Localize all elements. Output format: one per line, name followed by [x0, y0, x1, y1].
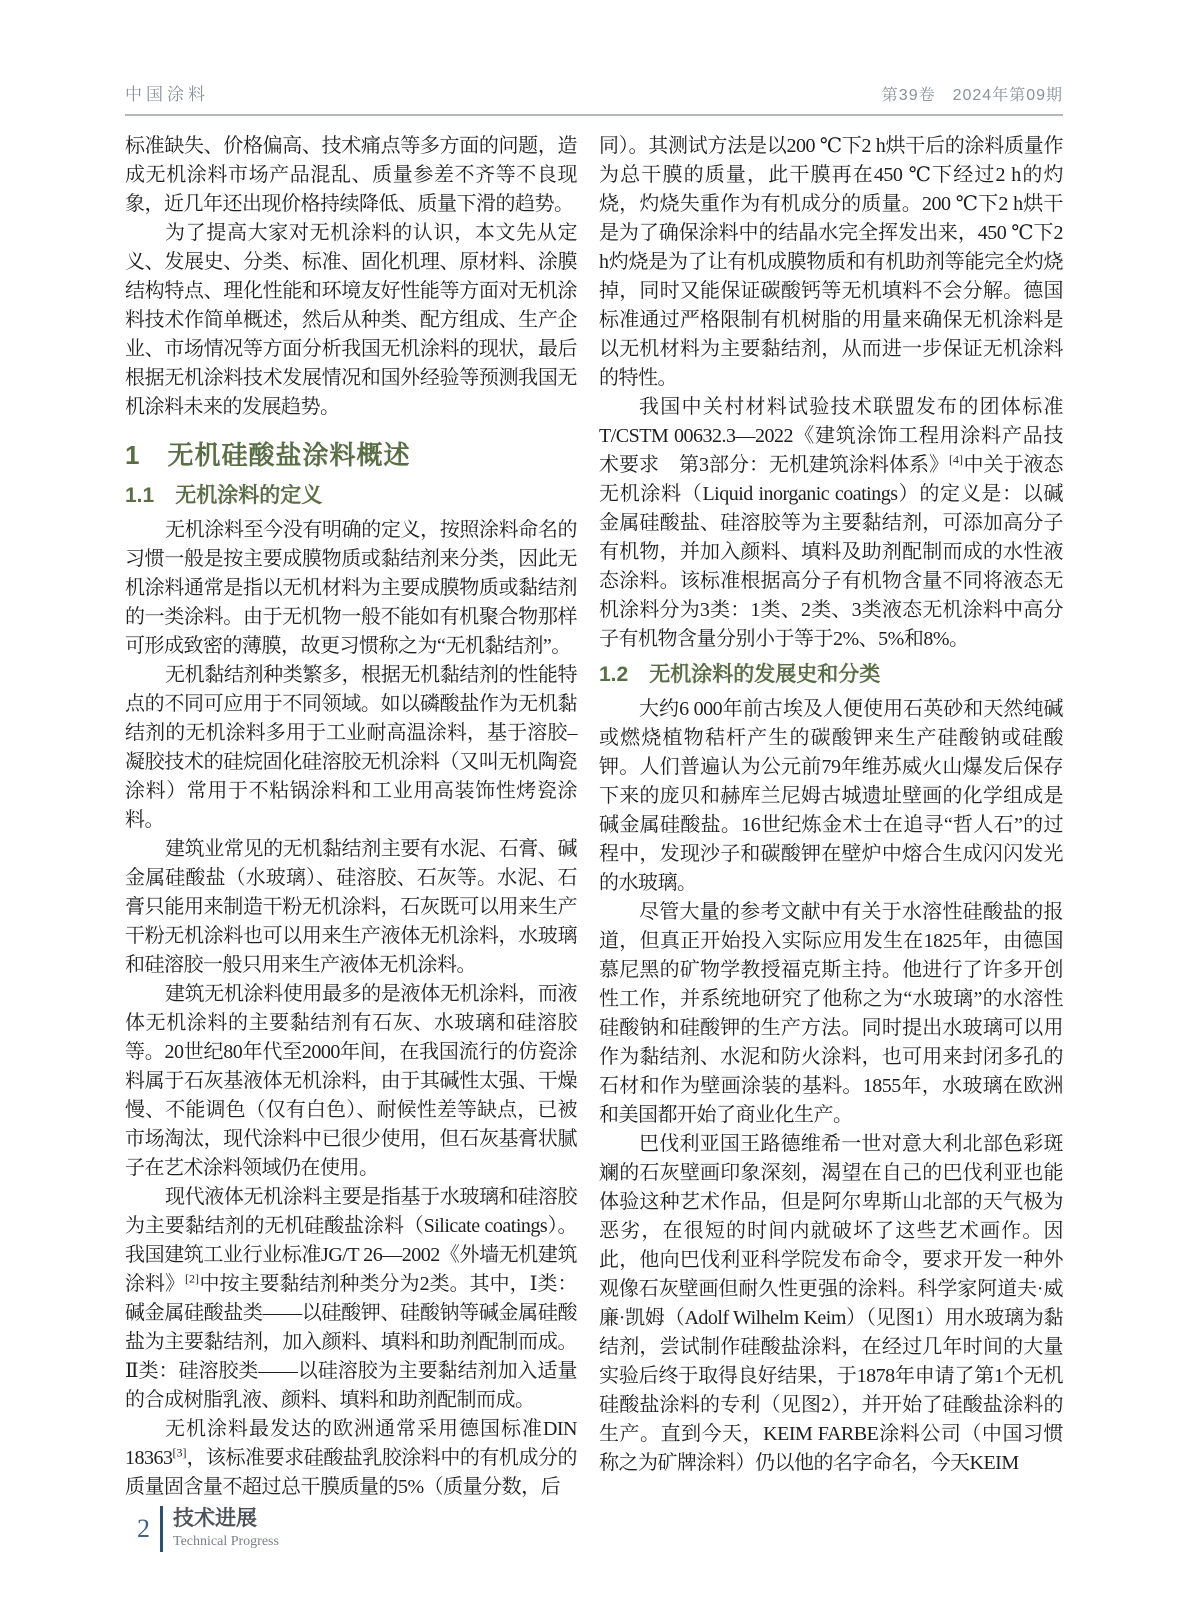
paragraph: 我国中关村材料试验技术联盟发布的团体标准T/CSTM 00632.3—2022《建筑涂饰工程用涂料产品技术要求 第3部分：无机建筑涂料体系》[4]中关于液态无机涂料（Liquid inorganic coatings）的定义是：以碱金属硅酸盐、硅溶胶等为主要黏结剂，可添加高分子有机物，并加入颜料、填料及助剂配制而成的水性液态涂料。该标准根据高分子有机物含量不同将液态无机涂料分为3类：1类、2类、3类液态无机涂料中高分子有机物含量分别小于等于2%、5%和8%。	[599, 396, 1063, 650]
citation-superscript: [2]	[185, 1271, 200, 1286]
article-body	[125, 132, 1063, 1502]
paragraph: 现代液体无机涂料主要是指基于水玻璃和硅溶胶为主要黏结剂的无机硅酸盐涂料（Silicate coatings）。我国建筑工业行业标准JG/T 26—2002《外墙无机建筑涂料》[2]中按主要黏结剂种类分为2类。其中，Ⅰ类：碱金属硅酸盐类——以硅酸钾、硅酸钠等碱金属硅酸盐为主要黏结剂，加入颜料、填料和助剂配制而成。Ⅱ类：硅溶胶类——以硅溶胶为主要黏结剂加入适量的合成树脂乳液、颜料、填料和助剂配制而成。	[125, 1186, 577, 1411]
footer-section-title-en: Technical Progress	[173, 1534, 279, 1549]
paragraph: 无机涂料至今没有明确的定义，按照涂料命名的习惯一般是按主要成膜物质或黏结剂来分类，因此无机涂料通常是指以无机材料为主要成膜物质或黏结剂的一类涂料。由于无机物一般不能如有机聚合物那样可形成致密的薄膜，故更习惯称之为“无机黏结剂”。	[125, 519, 577, 657]
paragraph: 建筑业常见的无机黏结剂主要有水泥、石膏、碱金属硅酸盐（水玻璃）、硅溶胶、石灰等。水泥、石膏只能用来制造干粉无机涂料，石灰既可以用来生产干粉无机涂料也可以用来生产液体无机涂料，水玻璃和硅溶胶一般只用来生产液体无机涂料。	[125, 838, 577, 976]
subsection-heading: 1.2 无机涂料的发展史和分类	[599, 663, 881, 686]
paragraph: 尽管大量的参考文献中有关于水溶性硅酸盐的报道，但真正开始投入实际应用发生在1825年，由德国慕尼黑的矿物学教授福克斯主持。他进行了许多开创性工作，并系统地研究了他称之为“水玻璃”的水溶性硅酸钠和硅酸钾的生产方法。同时提出水玻璃可以用作为黏结剂、水泥和防火涂料，也可用来封闭多孔的石材和作为壁画涂装的基料。1855年，水玻璃在欧洲和美国都开始了商业化生产。	[599, 901, 1063, 1126]
section-heading: 1 无机硅酸盐涂料概述	[125, 440, 411, 470]
paragraph: 同）。其测试方法是以200 ℃下2 h烘干后的涂料质量作为总干膜的质量，此干膜再在450 ℃下经过2 h的灼烧，灼烧失重作为有机成分的质量。200 ℃下2 h烘干是为了确保涂料中的结晶水完全挥发出来，450 ℃下2 h灼烧是为了让有机成膜物质和有机助剂等能完全灼烧掉，同时又能保证碳酸钙等无机填料不会分解。德国标准通过严格限制有机树脂的用量来确保无机涂料是以无机材料为主要黏结剂，从而进一步保证无机涂料的特性。	[599, 135, 1063, 389]
issue-info: 第39卷 2024年第09期	[881, 87, 1063, 104]
paragraph: 巴伐利亚国王路德维希一世对意大利北部色彩斑斓的石灰壁画印象深刻，渴望在自己的巴伐利亚也能体验这种艺术作品，但是阿尔卑斯山北部的天气极为恶劣，在很短的时间内就破坏了这些艺术画作。因此，他向巴伐利亚科学院发布命令，要求开发一种外观像石灰壁画但耐久性更强的涂料。科学家阿道夫·威廉·凯姆（Adolf Wilhelm Keim）（见图1）用水玻璃为黏结剂，尝试制作硅酸盐涂料，在经过几年时间的大量实验后终于取得良好结果，于1878年申请了第1个无机硅酸盐涂料的专利（见图2），并开始了硅酸盐涂料的生产。直到今天，KEIM FARBE涂料公司（中国习惯称之为矿牌涂料）仍以他的名字命名，今天KEIM	[599, 1133, 1063, 1474]
footer-section-title-cn: 技术进展	[173, 1507, 257, 1530]
paragraph: 无机涂料最发达的欧洲通常采用德国标准DIN 18363[3]，该标准要求硅酸盐乳胶涂料中的有机成分的质量固含量不超过总干膜质量的5%（质量分数，后	[125, 1418, 577, 1498]
paragraph: 无机黏结剂种类繁多，根据无机黏结剂的性能特点的不同可应用于不同领域。如以磷酸盐作为无机黏结剂的无机涂料多用于工业耐高温涂料，基于溶胶–凝胶技术的硅烷固化硅溶胶无机涂料（又叫无机陶瓷涂料）常用于不粘锅涂料和工业用高装饰性烤瓷涂料。	[125, 664, 577, 831]
page-number: 2	[137, 1514, 150, 1543]
paragraph: 建筑无机涂料使用最多的是液体无机涂料，而液体无机涂料的主要黏结剂有石灰、水玻璃和硅溶胶等。20世纪80年代至2000年间，在我国流行的仿瓷涂料属于石灰基液体无机涂料，由于其碱性太强、干燥慢、不能调色（仅有白色）、耐候性差等缺点，已被市场淘汰，现代涂料中已很少使用，但石灰基膏状腻子在艺术涂料领域仍在使用。	[125, 983, 577, 1179]
page-footer	[137, 1506, 279, 1552]
column-right	[599, 132, 1063, 1502]
paragraph: 为了提高大家对无机涂料的认识，本文先从定义、发展史、分类、标准、固化机理、原材料、涂膜结构特点、理化性能和环境友好性能等方面对无机涂料技术作简单概述，然后从种类、配方组成、生产企业、市场情况等方面分析我国无机涂料的现状，最后根据无机涂料技术发展情况和国外经验等预测我国无机涂料未来的发展趋势。	[125, 222, 577, 418]
journal-title: 中国涂料	[125, 85, 209, 104]
footer-divider-bar	[160, 1506, 163, 1552]
citation-superscript: [4]	[949, 452, 963, 467]
subsection-heading: 1.1 无机涂料的定义	[125, 484, 323, 507]
citation-superscript: [3]	[172, 1445, 187, 1460]
paragraph: 标准缺失、价格偏高、技术痛点等多方面的问题，造成无机涂料市场产品混乱、质量参差不齐等不良现象，近几年还出现价格持续降低、质量下滑的趋势。	[125, 135, 577, 215]
footer-section	[173, 1506, 279, 1552]
column-left	[125, 132, 577, 1502]
paragraph: 大约6 000年前古埃及人便使用石英砂和天然纯碱或燃烧植物秸杆产生的碳酸钾来生产硅酸钠或硅酸钾。人们普遍认为公元前79年维苏威火山爆发后保存下来的庞贝和赫库兰尼姆古城遗址壁画的化学组成是碱金属硅酸盐。16世纪炼金术士在追寻“哲人石”的过程中，发现沙子和碳酸钾在壁炉中熔合生成闪闪发光的水玻璃。	[599, 698, 1063, 894]
page-header	[125, 80, 1063, 116]
